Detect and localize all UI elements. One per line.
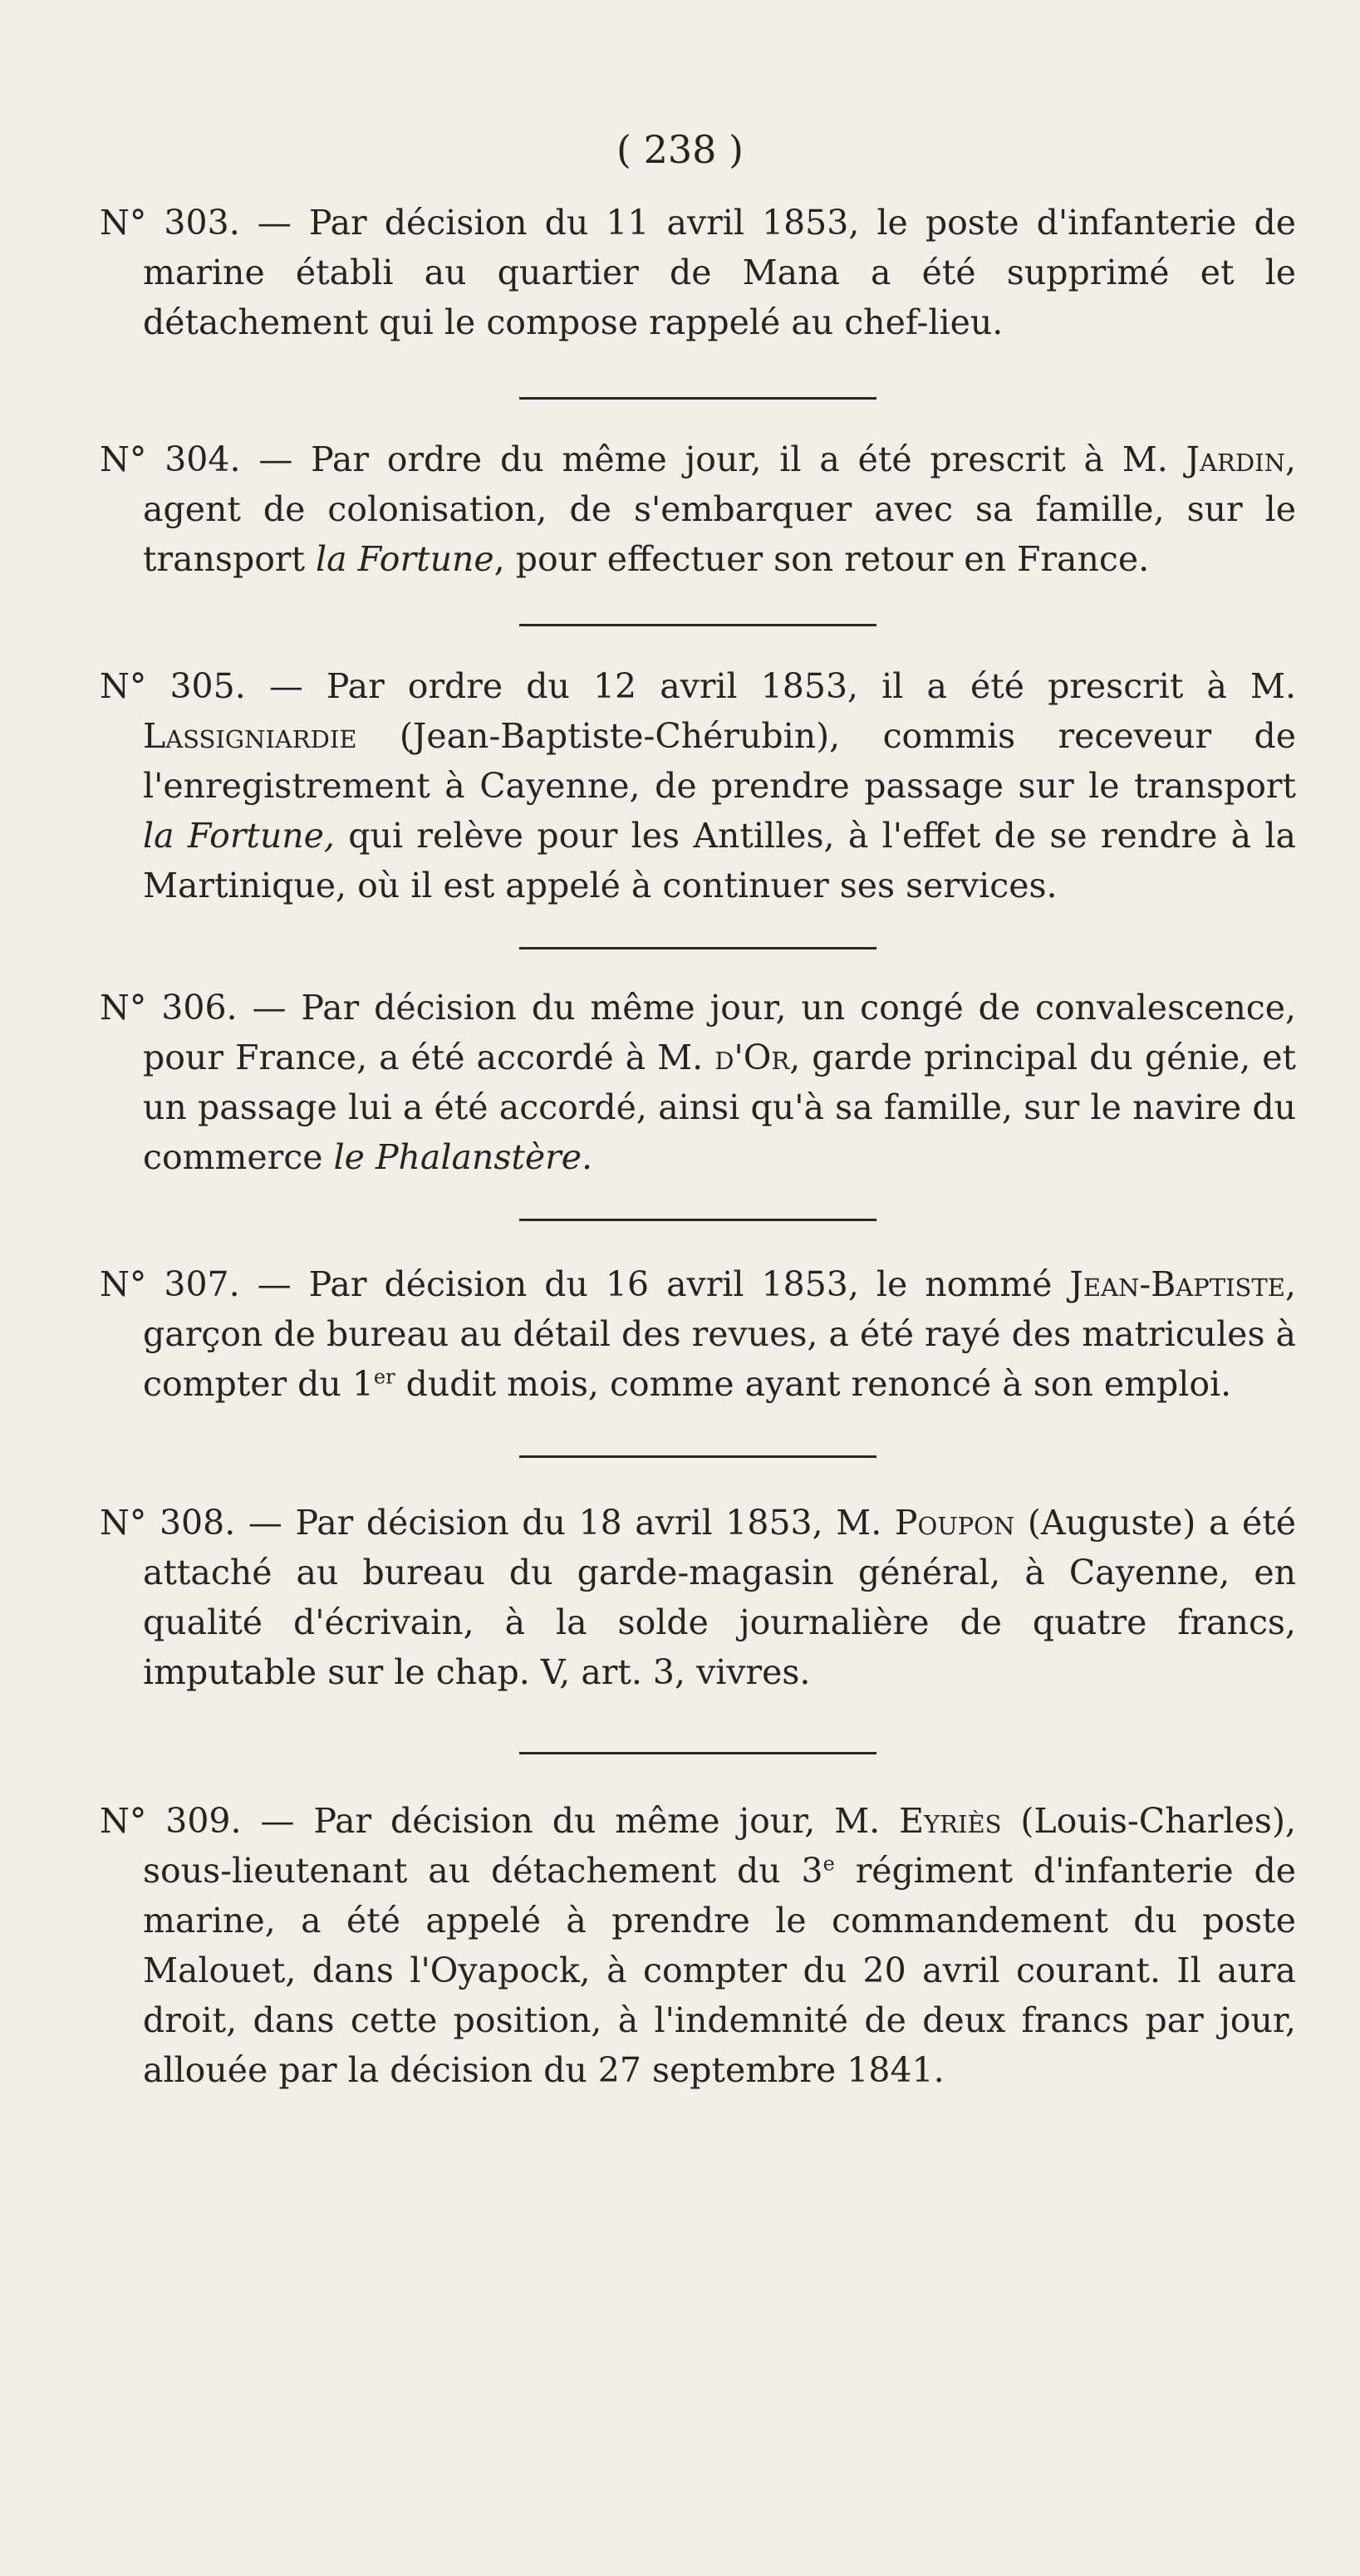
separator-rule: [519, 397, 876, 400]
person-name: Lassigniardie: [143, 716, 357, 756]
entry-number: N° 305.: [100, 666, 246, 706]
entry-text: , agent de colonisation, de s'embarquer avec sa famille, sur le transport: [143, 439, 1296, 579]
entry-number: N° 303.: [100, 203, 240, 243]
entries-list: [100, 198, 1296, 2095]
ship-name: le Phalanstère.: [333, 1137, 593, 1177]
ship-name: la Fortune,: [143, 816, 335, 856]
entry-number: N° 307.: [100, 1264, 240, 1304]
entry-305: [100, 661, 1296, 910]
entry-308: [100, 1498, 1296, 1697]
entry-text: (Auguste) a été attaché au bureau du garde-magasin général, à Cayenne, en qualité d'écrivain, à la solde journalière de quatre francs, imputable sur le chap. V, art. 3, vivres.: [143, 1503, 1296, 1692]
entry-text: (Jean-Baptiste-Chérubin), commis receveur de l'enregistrement à Cayenne, de prendre passage sur le transport: [143, 716, 1296, 806]
entry-number: N° 308.: [100, 1503, 236, 1543]
entry-number: N° 304.: [100, 439, 241, 479]
ship-name: la Fortune: [316, 539, 494, 579]
entry-307: [100, 1259, 1296, 1409]
entry-text: — Par ordre du 12 avril 1853, il a été prescrit à M.: [268, 666, 1296, 706]
entry-306: [100, 983, 1296, 1182]
person-name: Jean-Baptiste: [1069, 1264, 1285, 1304]
separator-rule: [519, 624, 876, 626]
entry-text: — Par décision du même jour, M.: [260, 1801, 900, 1841]
entry-number: N° 309.: [100, 1801, 242, 1841]
entry-number: N° 306.: [100, 988, 238, 1028]
separator-rule: [519, 947, 876, 949]
entry-text: , pour effectuer son retour en France.: [493, 539, 1150, 579]
entry-text: régiment d'infanterie de marine, a été appelé à prendre le commandement du poste Malouet, dans l'Oyapock, à compter du 20 avril courant. Il aura droit, dans cette position, à l'indemnité de deux francs par jour, allouée par la décision du 27 septembre 1841.: [143, 1851, 1296, 2090]
entry-text: — Par décision du même jour, un congé de convalescence, pour France, a été accordé à M.: [143, 988, 1296, 1077]
entry-303: [100, 198, 1296, 347]
superscript: er: [373, 1365, 395, 1389]
separator-rule: [519, 1219, 876, 1221]
entry-text: , garçon de bureau au détail des revues, a été rayé des matricules à compter du 1: [143, 1264, 1296, 1404]
entry-text: , garde principal du génie, et un passage lui a été accordé, ainsi qu'à sa famille, sur le navire du commerce: [143, 1038, 1297, 1177]
person-name: Poupon: [894, 1503, 1015, 1543]
person-name: d'Or: [714, 1038, 790, 1077]
person-name: Jardin: [1186, 439, 1285, 479]
entry-text: — Par décision du 11 avril 1853, le poste d'infanterie de marine établi au quartier de Mana a été supprimé et le détachement qui le compose rappelé au chef-lieu.: [143, 203, 1296, 342]
entry-text: qui relève pour les Antilles, à l'effet de se rendre à la Martinique, où il est appelé à continuer ses services.: [143, 816, 1296, 905]
person-name: Eyriès: [899, 1801, 1002, 1841]
entry-text: — Par ordre du même jour, il a été prescrit à M.: [258, 439, 1186, 479]
entry-text: (Louis-Charles), sous-lieutenant au détachement du 3: [143, 1801, 1296, 1891]
page-number-header: ( 238 ): [616, 127, 744, 172]
separator-rule: [519, 1455, 876, 1458]
superscript: e: [822, 1852, 835, 1876]
entry-309: [100, 1796, 1296, 2095]
entry-text: — Par décision du 16 avril 1853, le nommé: [257, 1264, 1070, 1304]
entry-text: dudit mois, comme ayant renoncé à son emploi.: [395, 1364, 1232, 1404]
separator-rule: [519, 1752, 876, 1754]
entry-text: — Par décision du 18 avril 1853, M.: [248, 1503, 895, 1543]
entry-304: [100, 434, 1296, 584]
